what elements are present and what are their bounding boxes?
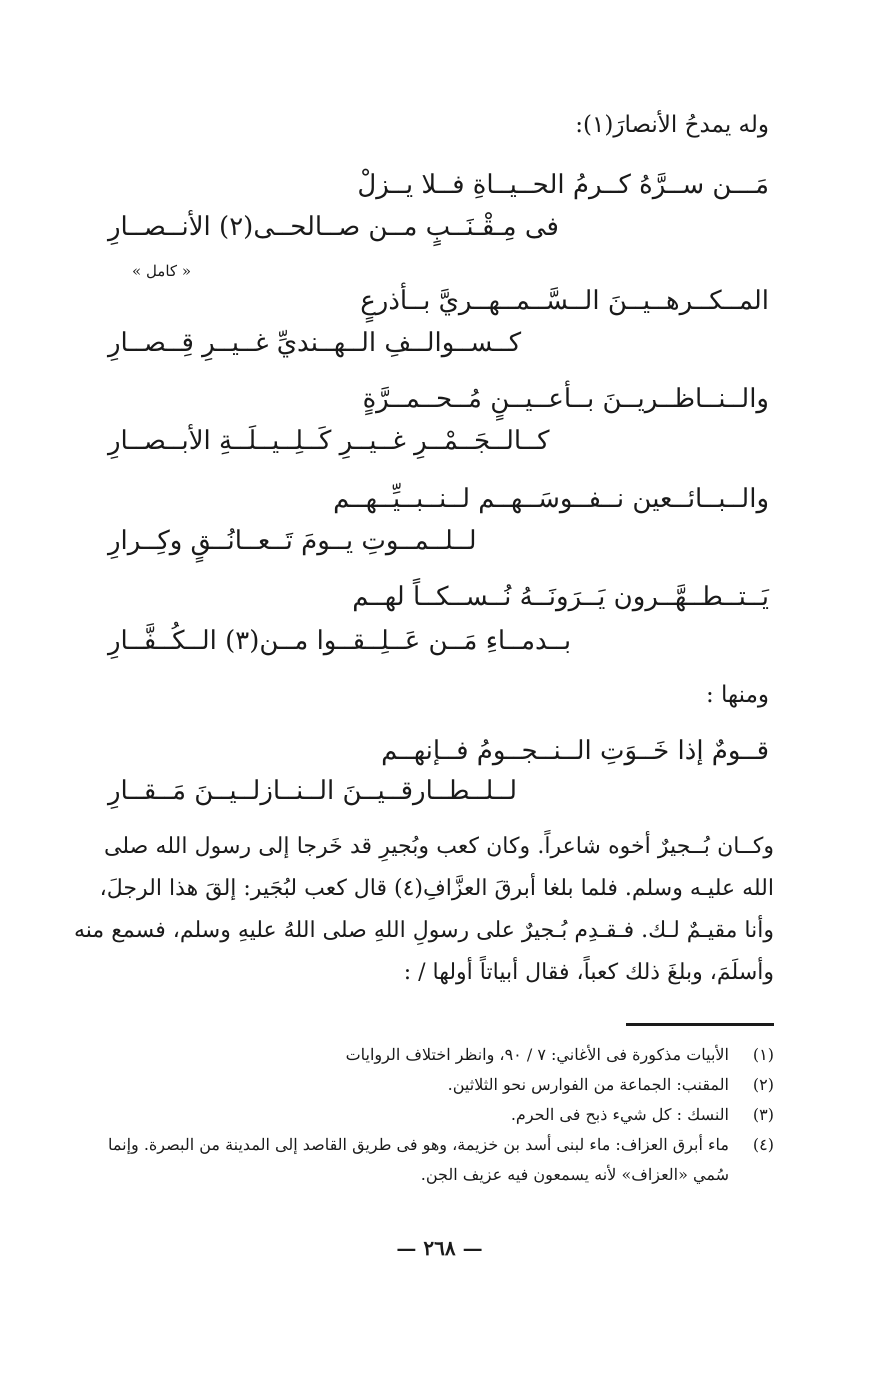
verse-2-first-hemistich: المــكــرهــيــنَ الــسَّــمــهــريَّ بــأذرعٍ <box>360 286 769 316</box>
meter-label: « كامل » <box>132 262 191 280</box>
verse-5-second-hemistich: بــدمــاءِ مَــن عَــلِــقــوا مــن(٣) الــكُــفَّــارِ <box>108 626 572 656</box>
verse-3-second-hemistich: كــالــجَــمْــرِ غــيــرِ كَــلِــيــلَــةِ الأبــصــارِ <box>108 426 550 456</box>
verse-5-first-hemistich: يَــتــطــهَّــرون يَــرَونَــهُ نُــســكــاً لهــم <box>352 582 769 612</box>
footnote-separator <box>626 1023 774 1026</box>
verse-6-second-hemistich: لــلــطــارقــيــنَ الــنــازلــيــنَ مَــقــارِ <box>108 776 518 806</box>
verse-4-second-hemistich: لــلــمــوتِ يــومَ تَــعــانُــقٍ وكِــرارِ <box>108 526 477 556</box>
footnote-text-continuation: سُمي «العزاف» لأنه يسمعون فيه عزيف الجن. <box>420 1165 729 1184</box>
verse-3-first-hemistich: والــنــاظــريــنَ بــأعــيــنٍ مُــحــمــرَّةٍ <box>362 384 769 414</box>
verse-1-second-hemistich: فى مِـقْـنَــبٍ مــن صــالحــى(٢) الأنــصــارِ <box>108 212 559 242</box>
footnote-number: (٤) <box>752 1135 774 1154</box>
footnote-number: (١) <box>752 1045 774 1064</box>
footnote-text: الأبيات مذكورة فى الأغاني: ٧ / ٩٠، وانظر اختلاف الروايات <box>345 1045 729 1064</box>
footnote-number: (٣) <box>752 1105 774 1124</box>
page-number: — ٢٦٨ — <box>396 1236 483 1260</box>
prose-line: وأنا مقيـمٌ لـك. فـقـدِم بُـجيرٌ على رسولِ اللهِ صلى اللهُ عليهِ وسلم، فسمع منه <box>73 918 774 943</box>
footnote-text: ماء أبرق العزاف: ماء لبنى أسد بن خزيمة، وهو فى طريق القاصد إلى المدينة من البصرة. وإنما <box>107 1135 729 1154</box>
verse-6-first-hemistich: قــومٌ إذا خَــوَتِ الــنــجــومُ فــإنهــم <box>381 736 769 766</box>
footnote-text: المقنب: الجماعة من الفوارس نحو الثلاثين. <box>447 1075 729 1094</box>
section-heading-minha: ومنها : <box>705 682 769 708</box>
prose-line: وأسلَمَ، وبلغَ ذلك كعباً، فقال أبياتاً أولها / : <box>403 960 774 985</box>
prose-line: الله عليـه وسلم. فلما بلغا أبرقَ العزَّافِ(٤) قال كعب لبُجَير: إلقَ هذا الرجلَ، <box>99 876 774 901</box>
prose-paragraph <box>73 826 774 994</box>
footnote-number: (٢) <box>752 1075 774 1094</box>
verse-1-first-hemistich: مَـــن ســرَّهُ كــرمُ الحــيــاةِ فــلا يــزلْ <box>357 170 769 200</box>
verse-2-second-hemistich: كــســوالــفِ الــهــنديِّ غــيــرِ قِــصــارِ <box>108 328 522 358</box>
intro-heading: وله يمدحُ الأنصارَ(١): <box>575 112 769 138</box>
prose-line: وكــان بُــجيرٌ أخوه شاعراً. وكان كعب وبُجيرِ قد خَرجا إلى رسول الله صلى <box>104 834 774 859</box>
verse-4-first-hemistich: والــبــائــعين نــفــوسَــهــم لــنــبــيِّــهــم <box>333 484 769 514</box>
footnote-text: النسك : كل شيء ذبح فى الحرم. <box>510 1105 729 1124</box>
